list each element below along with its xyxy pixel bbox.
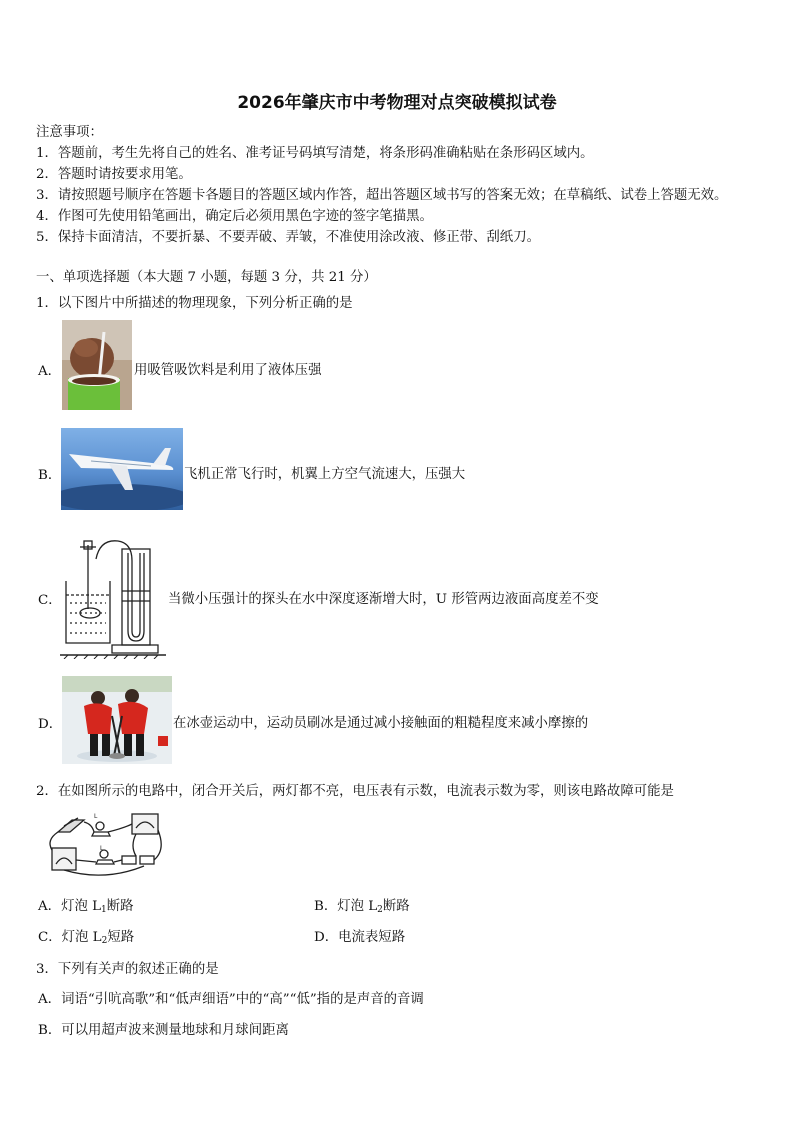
- question-2-stem: 2．在如图所示的电路中，闭合开关后，两灯都不亮，电压表有示数，电流表示数为零，则该电路故障可能是: [36, 784, 674, 799]
- q1-option-a-text: 用吸管吸饮料是利用了液体压强: [134, 363, 322, 378]
- q2-option-a-text: 灯泡 L: [61, 899, 101, 914]
- q2-option-b: [314, 895, 410, 915]
- note-item: 4．作图可先使用铅笔画出，确定后必须用黑色字迹的签字笔描黑。: [36, 209, 433, 224]
- page-title: 2026年肇庆市中考物理对点突破模拟试卷: [237, 93, 557, 113]
- q2-option-c-sub: 2: [101, 936, 108, 946]
- q2-option-c-tail: 短路: [107, 930, 135, 945]
- q1-option-a-letter: A．: [38, 364, 62, 379]
- q2-option-b-text: 灯泡 L: [337, 899, 378, 914]
- svg-text:L: L: [100, 845, 104, 852]
- q3-option-b-letter: B．: [38, 1023, 62, 1038]
- pressure-gauge-diagram: [60, 531, 166, 659]
- q2-option-a-sub: 1: [101, 905, 107, 915]
- question-3-stem: 3．下列有关声的叙述正确的是: [36, 962, 219, 977]
- q2-option-d: [314, 926, 405, 945]
- q1-option-d-text: 在冰壶运动中，运动员刷冰是通过减小接触面的粗糙程度来减小摩擦的: [173, 716, 589, 731]
- q2-option-c: [38, 926, 134, 946]
- airplane-image: [61, 428, 183, 510]
- q3-option-b: [38, 1019, 289, 1038]
- q2-option-a-letter: A．: [38, 899, 62, 914]
- q1-option-c-letter: C．: [38, 593, 62, 608]
- q2-option-b-letter: B．: [314, 899, 338, 914]
- note-item: 5．保持卡面清洁，不要折暴、不要弄破、弄皱，不准使用涂改液、修正带、刮纸刀。: [36, 230, 540, 245]
- section-heading: 一、单项选择题（本大题 7 小题，每题 3 分，共 21 分）: [36, 270, 377, 285]
- q1-option-b-letter: B．: [38, 468, 62, 483]
- q1-option-d-letter: D．: [38, 717, 63, 732]
- q3-option-a-letter: A．: [38, 992, 62, 1007]
- note-item: 3．请按照题号顺序在答题卡各题目的答题区域内作答，超出答题区域书写的答案无效；在草稿纸、试卷上答题无效。: [36, 188, 728, 203]
- notes-heading: 注意事项：: [36, 125, 103, 140]
- curling-image: [62, 676, 172, 764]
- q3-option-a-text: 词语“引吭高歌”和“低声细语”中的“高”“低”指的是声音的音调: [61, 992, 424, 1007]
- q2-option-a: [38, 895, 134, 915]
- question-1-stem: 1．以下图片中所描述的物理现象，下列分析正确的是: [36, 296, 353, 311]
- q1-option-b-text: 飞机正常飞行时，机翼上方空气流速大，压强大: [184, 467, 466, 482]
- q2-option-d-letter: D．: [314, 930, 339, 945]
- circuit-diagram: [44, 810, 166, 880]
- note-item: 1．答题前，考生先将自己的姓名、准考证号码填写清楚，将条形码准确粘贴在条形码区域内。: [36, 146, 594, 161]
- q3-option-b-text: 可以用超声波来测量地球和月球间距离: [61, 1023, 289, 1038]
- q3-option-a: [38, 988, 424, 1007]
- q2-option-c-letter: C．: [38, 930, 62, 945]
- svg-text:L: L: [94, 813, 98, 820]
- q1-option-c-text: 当微小压强计的探头在水中深度逐渐增大时，U 形管两边液面高度差不变: [168, 592, 599, 607]
- q2-option-a-tail: 断路: [106, 899, 134, 914]
- q2-option-b-tail: 断路: [382, 899, 410, 914]
- note-item: 2．答题时请按要求用笔。: [36, 167, 192, 182]
- q2-option-b-sub: 2: [377, 905, 383, 915]
- straw-drink-image: [62, 320, 132, 410]
- q2-option-c-text: 灯泡 L: [61, 930, 102, 945]
- q2-option-d-text: 电流表短路: [338, 930, 406, 945]
